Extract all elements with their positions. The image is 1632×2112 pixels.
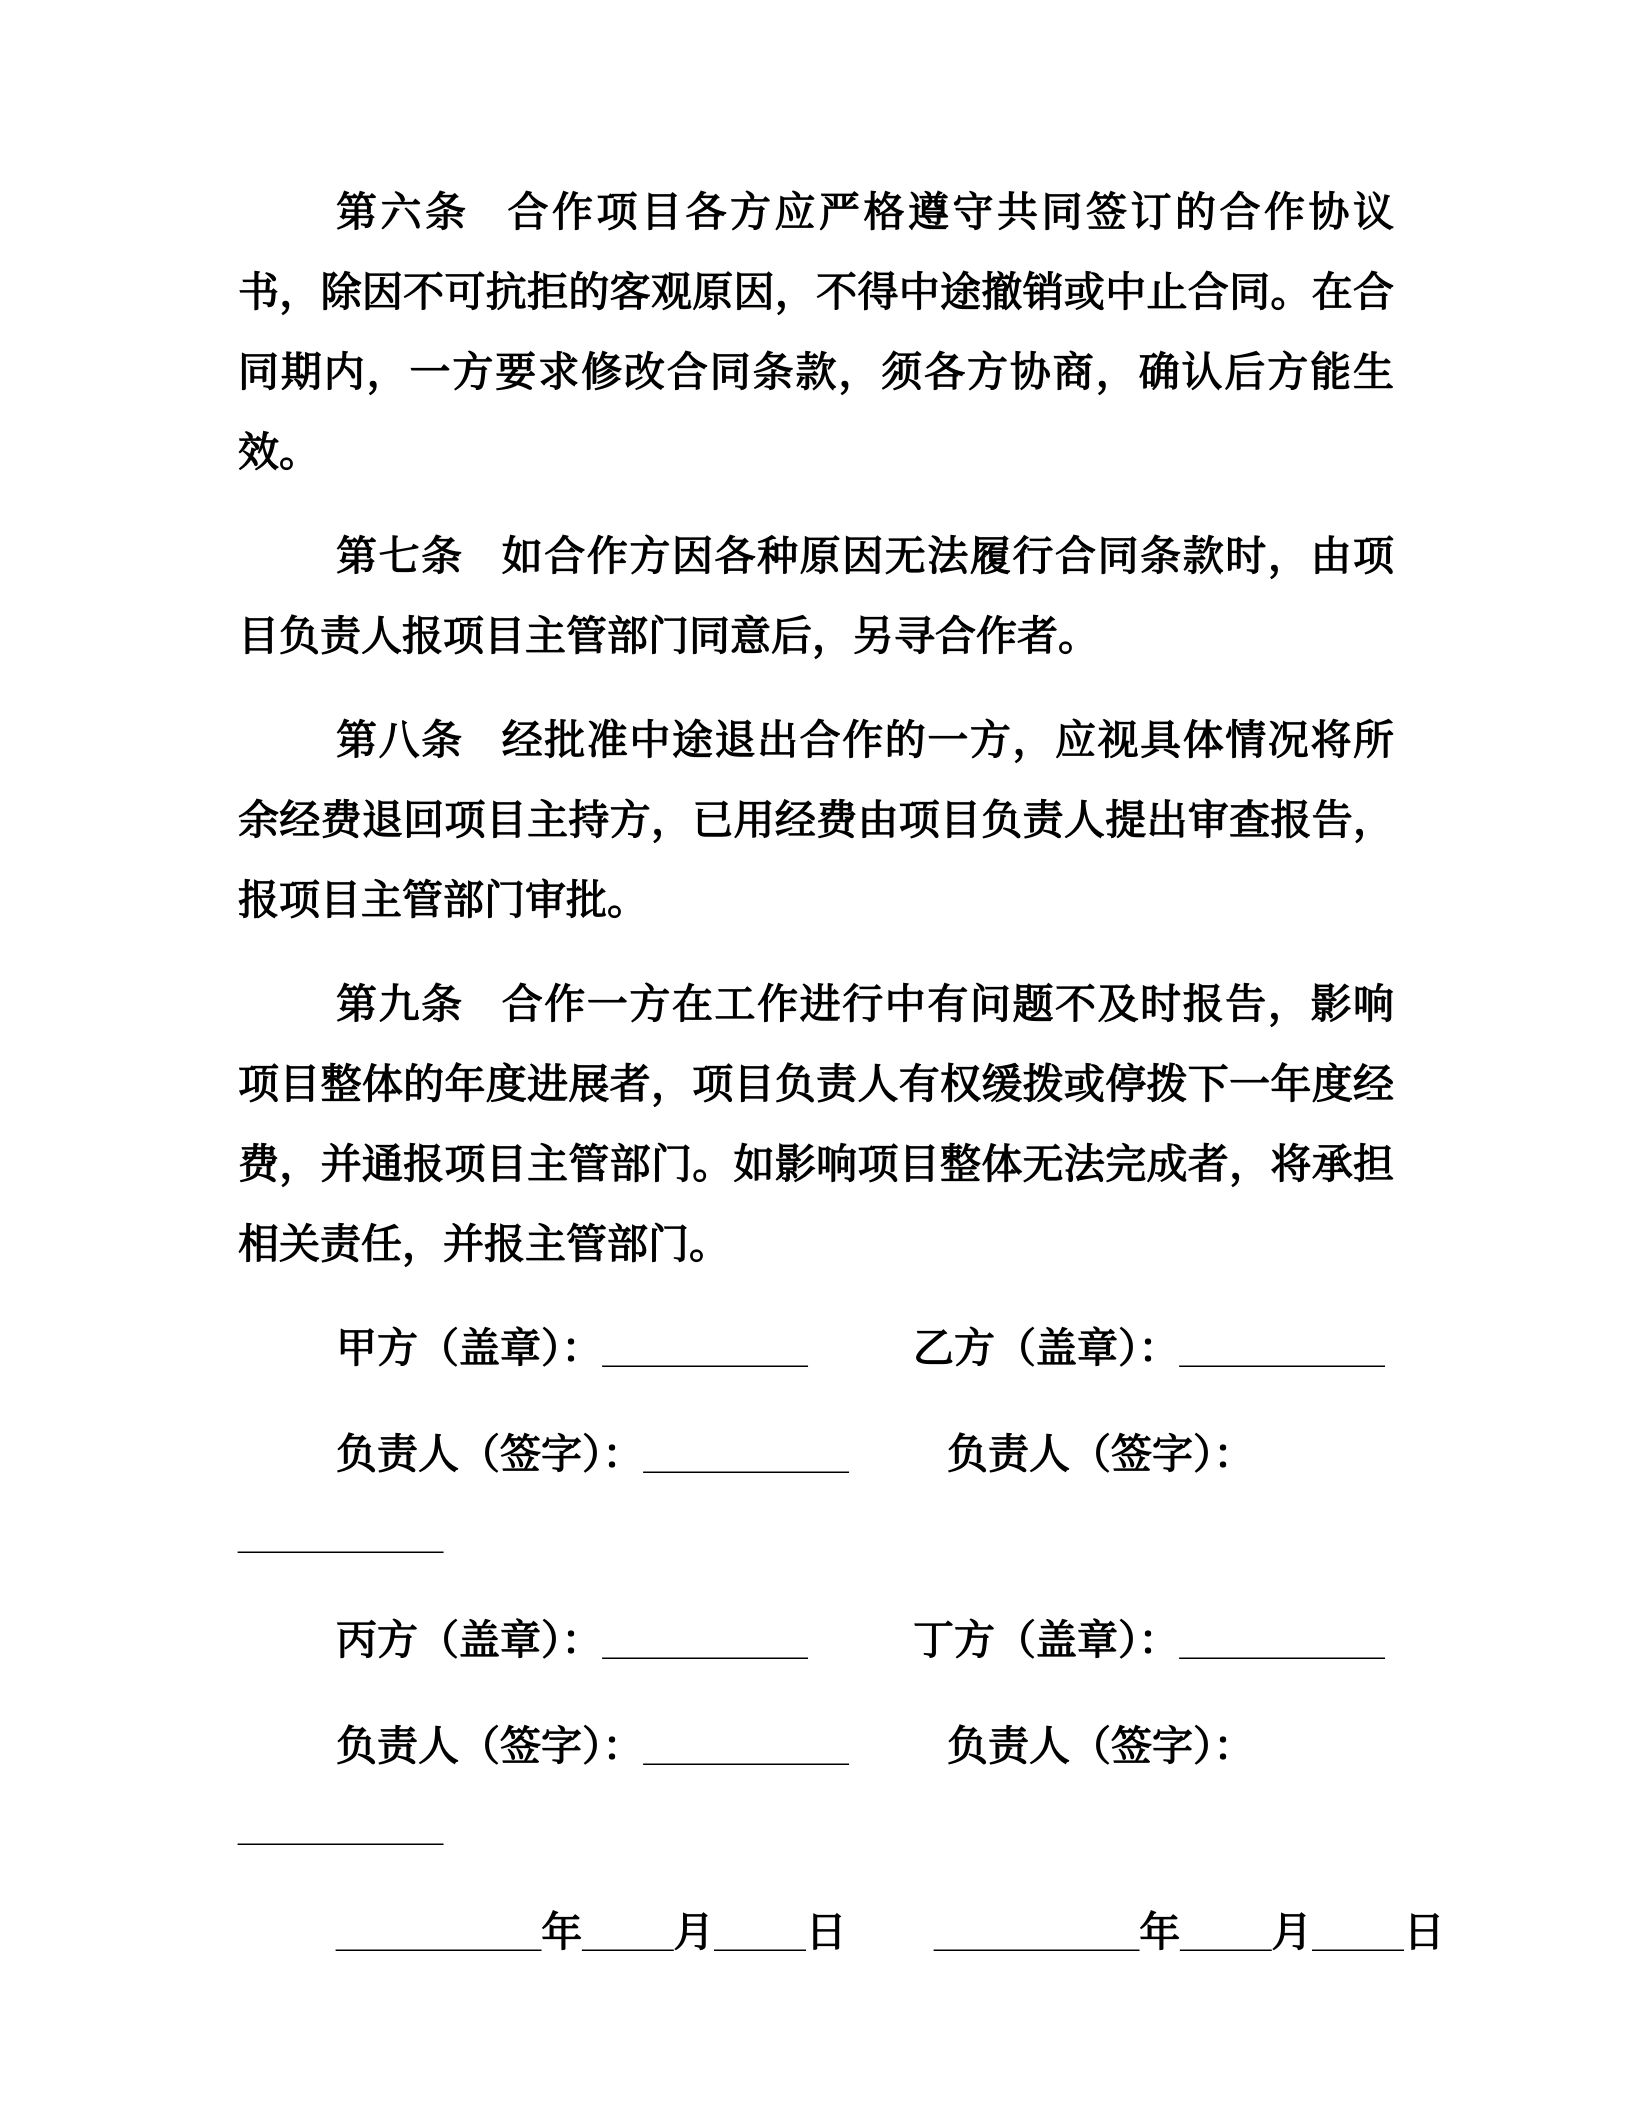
article-8-number: 第八条 xyxy=(336,717,464,763)
party-b-seal-blank: _________ xyxy=(1179,1325,1385,1371)
signer-row-ab-wrap xyxy=(238,1494,1394,1574)
date-right: _________年____月____日 xyxy=(934,1909,1445,1955)
article-6-paragraph xyxy=(238,172,1394,492)
date-block xyxy=(238,1892,1445,1972)
signer-row-ab xyxy=(238,1414,1394,1494)
party-d-seal-blank: _________ xyxy=(1179,1617,1385,1663)
party-b-signer-label: 负责人（签字）： xyxy=(947,1431,1255,1477)
article-8-text: 经批准中途退出合作的一方，应视具体情况将所余经费退回项目主持方，已用经费由项目负责人提出审查报告，报项目主管部门审批。 xyxy=(238,717,1395,923)
article-7-paragraph xyxy=(238,516,1394,676)
article-9-text: 合作一方在工作进行中有问题不及时报告，影响项目整体的年度进展者，项目负责人有权缓拨或停拨下一年度经费，并通报项目主管部门。如影响项目整体无法完成者，将承担相关责任，并报主管部门。 xyxy=(238,981,1395,1267)
article-9-paragraph xyxy=(238,964,1394,1284)
party-c-signer-label: 负责人（签字）： xyxy=(336,1723,644,1769)
party-b-seal-label: 乙方（盖章）： xyxy=(913,1325,1180,1371)
signer-block-ab xyxy=(238,1414,1394,1574)
party-d-signer-label: 负责人（签字）： xyxy=(947,1723,1255,1769)
seal-row-ab xyxy=(238,1308,1394,1388)
signature-block-cd xyxy=(238,1600,1394,1680)
party-c-seal-blank: _________ xyxy=(602,1617,808,1663)
seal-row-cd xyxy=(238,1600,1394,1680)
party-a-signer-group xyxy=(336,1414,947,1494)
party-a-signer-blank: _________ xyxy=(643,1431,849,1477)
party-c-seal-label: 丙方（盖章）： xyxy=(336,1617,603,1663)
article-7-number: 第七条 xyxy=(336,533,464,579)
party-d-seal-label: 丁方（盖章）： xyxy=(913,1617,1180,1663)
signer-row-cd-wrap xyxy=(238,1786,1394,1866)
date-row xyxy=(238,1892,1445,1972)
party-c-signer-blank: _________ xyxy=(643,1723,849,1769)
article-6-text: 合作项目各方应严格遵守共同签订的合作协议书，除因不可抗拒的客观原因，不得中途撤销或中止合同。在合同期内，一方要求修改合同条款，须各方协商，确认后方能生效。 xyxy=(238,189,1394,475)
party-b-signer-blank: _________ xyxy=(238,1511,444,1557)
article-9-number: 第九条 xyxy=(336,981,464,1027)
article-7-text: 如合作方因各种原因无法履行合同条款时，由项目负责人报项目主管部门同意后，另寻合作者。 xyxy=(238,533,1395,659)
party-c-seal-group xyxy=(336,1600,913,1680)
party-a-seal-label: 甲方（盖章）： xyxy=(336,1325,603,1371)
party-c-signer-group xyxy=(336,1706,947,1786)
party-a-seal-group xyxy=(336,1308,913,1388)
date-left: _________年____月____日 xyxy=(336,1909,847,1955)
party-d-signer-blank: _________ xyxy=(238,1803,444,1849)
signature-block-ab xyxy=(238,1308,1394,1388)
article-8-paragraph xyxy=(238,700,1394,940)
signer-row-cd xyxy=(238,1706,1394,1786)
signer-block-cd xyxy=(238,1706,1394,1866)
article-6-number: 第六条 xyxy=(336,189,470,235)
party-a-signer-label: 负责人（签字）： xyxy=(336,1431,644,1477)
party-a-seal-blank: _________ xyxy=(602,1325,808,1371)
